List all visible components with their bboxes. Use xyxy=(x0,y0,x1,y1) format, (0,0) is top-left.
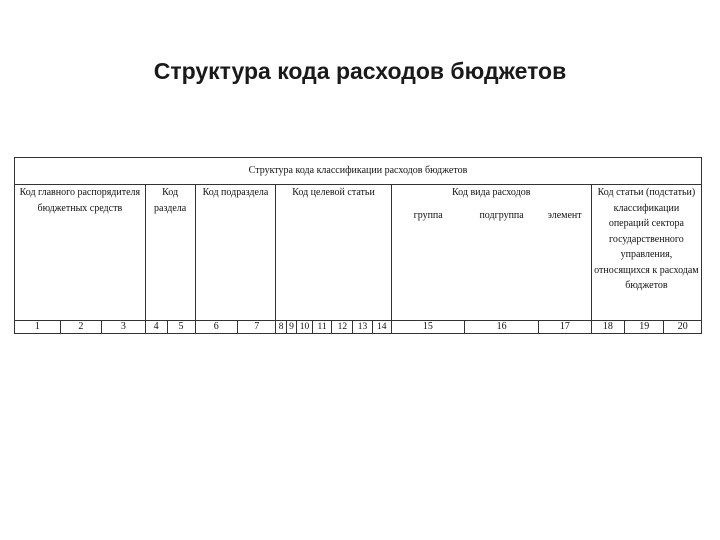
slide-title: Структура кода расходов бюджетов xyxy=(153,58,567,84)
digit-cell: 7 xyxy=(238,321,276,334)
digit-cell: 18 xyxy=(591,321,624,334)
table-caption: Структура кода классификации расходов бюджетов xyxy=(15,158,702,185)
digit-cell: 16 xyxy=(465,321,539,334)
header-expense-element: элемент xyxy=(538,208,591,321)
digit-cell: 5 xyxy=(167,321,195,334)
header-podrazdel: Код подраздела xyxy=(195,185,276,321)
header-target-article: Код целевой статьи xyxy=(276,185,391,321)
digit-cell: 1 xyxy=(15,321,61,334)
digit-cell: 12 xyxy=(332,321,353,334)
digit-cell: 14 xyxy=(372,321,391,334)
digit-cell: 9 xyxy=(286,321,296,334)
digit-cell: 15 xyxy=(391,321,465,334)
digit-cell: 2 xyxy=(60,321,102,334)
header-expense-subgroup: подгруппа xyxy=(465,208,539,321)
header-expense-type: Код вида расходов xyxy=(391,185,591,209)
header-expense-group: группа xyxy=(391,208,465,321)
digit-cell: 6 xyxy=(195,321,238,334)
digit-cell: 13 xyxy=(353,321,373,334)
digit-cell: 17 xyxy=(538,321,591,334)
digit-cell: 4 xyxy=(145,321,167,334)
digit-cell: 10 xyxy=(297,321,313,334)
digit-cell: 3 xyxy=(102,321,146,334)
digit-cell: 19 xyxy=(625,321,664,334)
digit-cell: 11 xyxy=(312,321,332,334)
header-grbs: Код главного распорядителя бюджетных средств xyxy=(15,185,146,321)
budget-code-table xyxy=(14,157,702,334)
digit-cell: 8 xyxy=(276,321,286,334)
header-razdel: Код раздела xyxy=(145,185,195,321)
header-kosgu: Код статьи (подстатьи) классификации операций сектора государственного управления, относящихся к расходам бюджетов xyxy=(591,185,701,321)
digit-cell: 20 xyxy=(664,321,702,334)
